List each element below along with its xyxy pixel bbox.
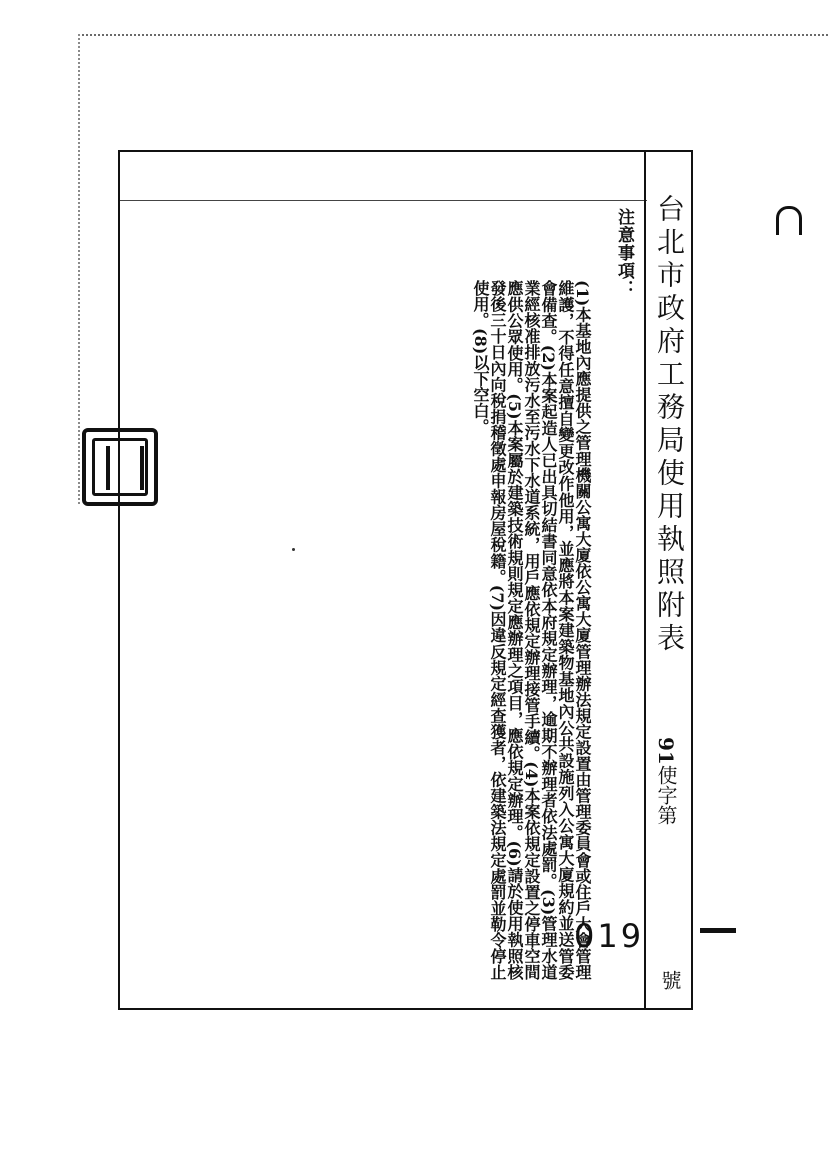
permit-suffix: 號 <box>658 970 682 990</box>
form-frame <box>118 150 693 1010</box>
scan-dash-mark <box>700 928 736 933</box>
scan-edge-top <box>78 34 828 36</box>
frame-divider <box>120 200 647 201</box>
notes-label: 注意事項： <box>614 208 634 298</box>
permit-number <box>654 737 678 825</box>
notes-body: (1)本基地內應提供之管理機關公寓大廈依公寓大廈管理辦法規定設置由管理委員會或住戶大會管理維護，不得任意擅自變更改作他用，並應將本案建築物基地內公共設施列入公寓大廈規約並送管委會備查。(2)本案起造人已出具切結書同意依本府規定辦理，逾期不辦理者依法處罰。(3)管理水道業經核准排放污水至污水下水道系統，用戶應依規定辦理接管手續。(4)本案依規定設置之停車空間應供公眾使用。(5)本案屬於建築技術規則規定應辦理之項目，應依規定辦理。(6)請於使用執照核發後三十日內向稅捐稽徵處申報房屋稅籍。(7)因違反規定經查獲者，依建築法規定處罰並勒令停止使用。(8)以下空白。 <box>471 280 592 980</box>
scan-edge-left <box>78 34 80 504</box>
permit-serial: 019 <box>574 917 645 955</box>
scan-mark <box>776 206 802 235</box>
permit-year: 91 <box>654 737 678 765</box>
document-title: 台北市政府工務局使用執照附表 <box>653 194 686 656</box>
permit-type: 使字第 <box>654 764 678 825</box>
